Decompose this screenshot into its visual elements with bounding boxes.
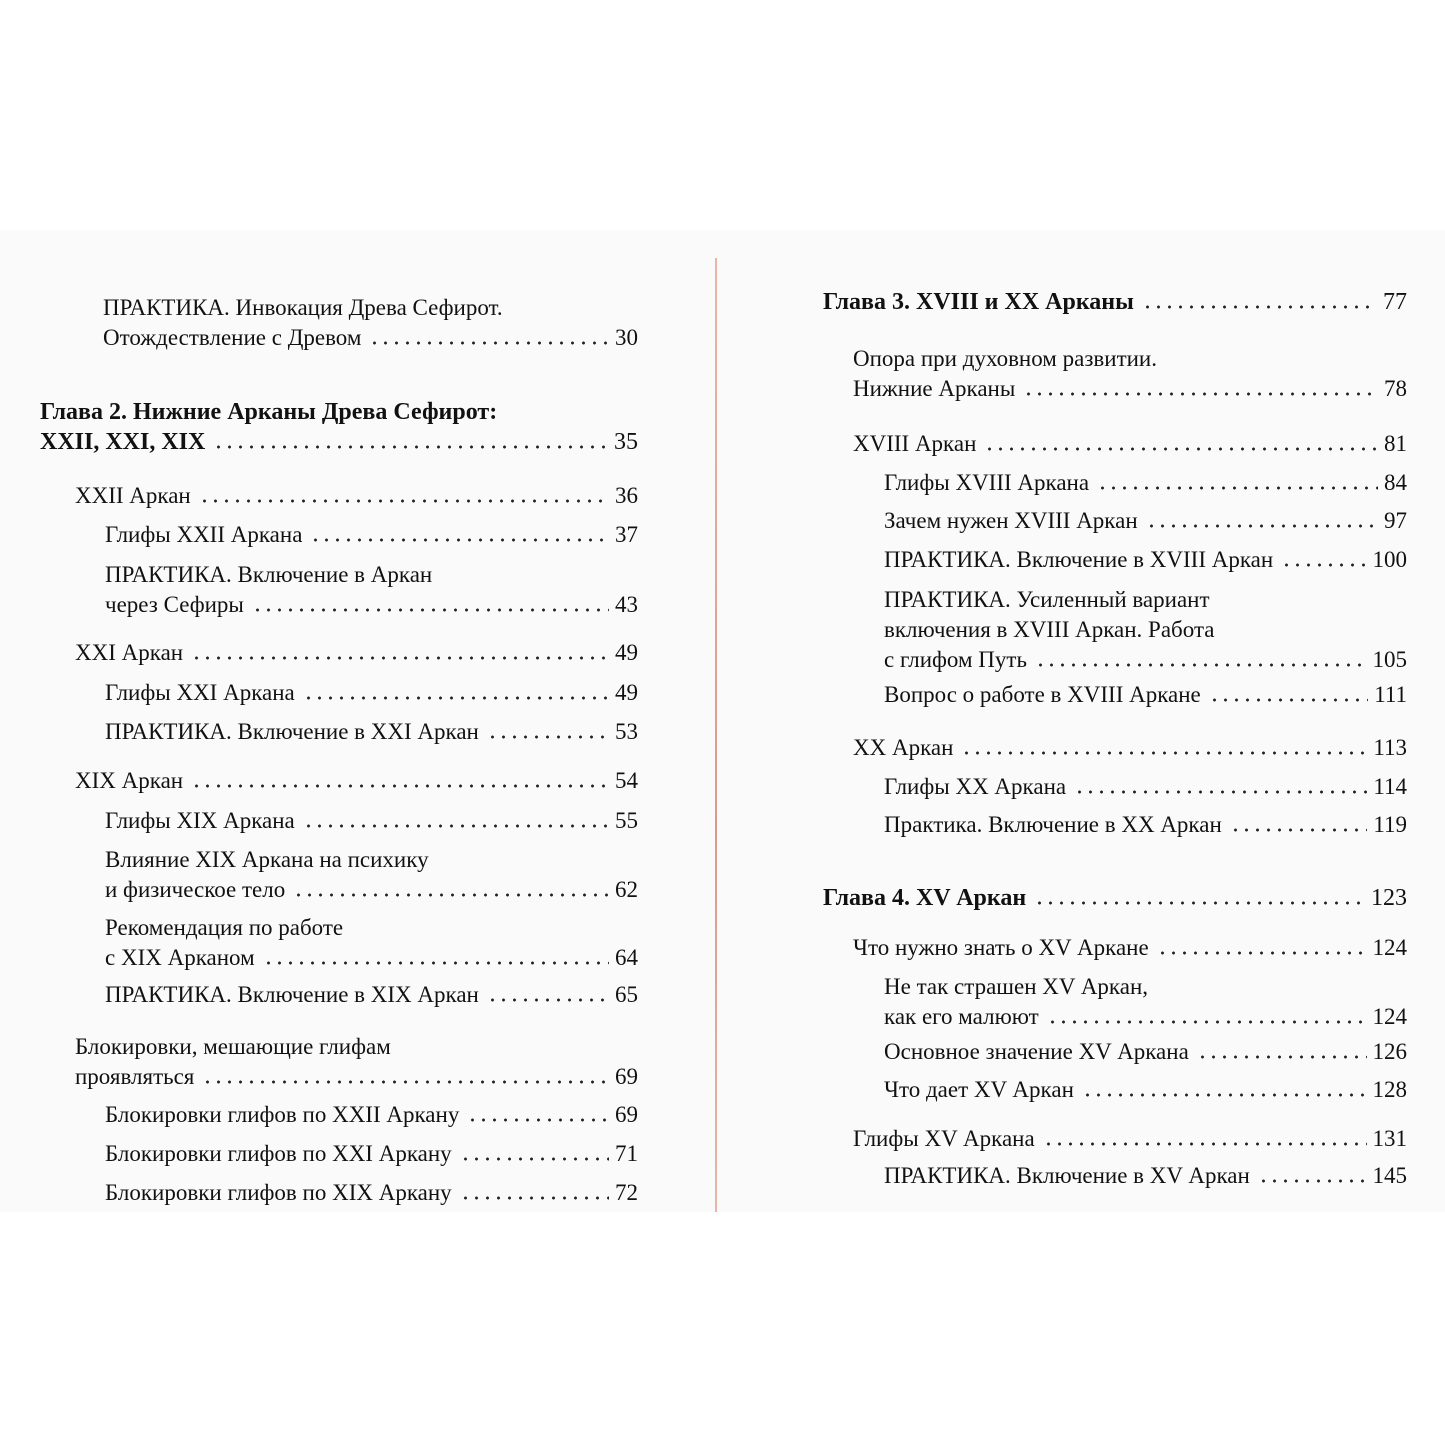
- dot-leader: [1197, 1039, 1367, 1059]
- entry-title: Что нужно знать о XV Аркане: [853, 935, 1149, 960]
- toc-entry[interactable]: [884, 772, 1407, 802]
- entry-title-line: с XIX Арканом: [105, 945, 255, 970]
- page-number: 131: [1372, 1126, 1407, 1151]
- entry-title: XVIII Аркан: [853, 431, 977, 456]
- page-number: 36: [615, 483, 638, 508]
- dot-leader: [1034, 885, 1365, 905]
- dot-leader: [961, 735, 1367, 755]
- chapter-title: Глава 3. XVIII и XX Арканы: [823, 289, 1134, 315]
- entry-title: Блокировки глифов по XXI Аркану: [105, 1141, 452, 1166]
- page-number: 84: [1384, 470, 1407, 495]
- page-number: 128: [1372, 1077, 1407, 1102]
- entry-title-line: Блокировки, мешающие глифам: [75, 1034, 391, 1059]
- page-number: 111: [1374, 682, 1407, 707]
- entry-title: Блокировки глифов по XXII Аркану: [105, 1102, 460, 1127]
- entry-title: XX Аркан: [853, 735, 954, 760]
- entry-title-line: ПРАКТИКА. Инвокация Древа Сефирот.: [103, 295, 503, 320]
- entry-title: Блокировки глифов по XIX Аркану: [105, 1180, 452, 1205]
- page-number: 53: [615, 719, 638, 744]
- toc-entry[interactable]: [853, 733, 1407, 763]
- page-number: 119: [1373, 812, 1407, 837]
- entry-title-line: Рекомендация по работе: [105, 915, 344, 940]
- toc-entry[interactable]: [853, 429, 1407, 459]
- page-number: 145: [1372, 1163, 1407, 1188]
- page-number: 69: [615, 1102, 638, 1127]
- page-number: 100: [1372, 547, 1407, 572]
- chapter-title-line: XXII, XXI, XIX: [40, 429, 206, 455]
- dot-leader: [1097, 470, 1378, 490]
- page-number: 37: [615, 522, 638, 547]
- toc-entry[interactable]: [884, 585, 1407, 675]
- entry-title: ПРАКТИКА. Включение в XV Аркан: [884, 1163, 1250, 1188]
- toc-entry[interactable]: [884, 1037, 1407, 1067]
- page-number: 43: [615, 592, 638, 617]
- entry-title-line: Нижние Арканы: [853, 376, 1016, 401]
- dot-leader: [1157, 935, 1367, 955]
- toc-entry[interactable]: [884, 810, 1407, 840]
- page-number: 49: [615, 640, 638, 665]
- entry-title: Основное значение XV Аркана: [884, 1039, 1189, 1064]
- chapter-title-line: Глава 2. Нижние Арканы Древа Сефирот:: [40, 399, 498, 425]
- entry-title: XXI Аркан: [75, 640, 184, 665]
- dot-leader: [1043, 1126, 1367, 1146]
- entry-title: Практика. Включение в XX Аркан: [884, 812, 1222, 837]
- page-number: 81: [1384, 431, 1407, 456]
- entry-title: Вопрос о работе в XVIII Аркане: [884, 682, 1201, 707]
- entry-title-line: Опора при духовном развитии.: [853, 346, 1157, 371]
- entry-title: Глифы XIX Аркана: [105, 808, 295, 833]
- page-number: 54: [615, 768, 638, 793]
- dot-leader: [1230, 812, 1368, 832]
- entry-title-line: и физическое тело: [105, 877, 286, 902]
- page-number: 105: [1372, 647, 1407, 672]
- page-number: 113: [1373, 735, 1407, 760]
- page-number: 35: [614, 429, 638, 455]
- entry-title: Глифы XXI Аркана: [105, 680, 295, 705]
- page-number: 30: [615, 325, 638, 350]
- toc-entry[interactable]: [853, 1124, 1407, 1154]
- page-number: 64: [615, 945, 638, 970]
- toc-entry[interactable]: [884, 468, 1407, 498]
- entry-title: Зачем нужен XVIII Аркан: [884, 508, 1138, 533]
- page-number: 97: [1384, 508, 1407, 533]
- page-number: 126: [1372, 1039, 1407, 1064]
- dot-leader: [1023, 376, 1378, 396]
- page-number: 49: [615, 680, 638, 705]
- entry-title-line: Не так страшен XV Аркан,: [884, 974, 1149, 999]
- toc-entry[interactable]: [884, 545, 1407, 575]
- dot-leader: [1146, 508, 1378, 528]
- entry-title-line: с глифом Путь: [884, 647, 1027, 672]
- toc-entry[interactable]: [884, 972, 1407, 1032]
- chapter-entry[interactable]: [823, 287, 1407, 317]
- toc-entry[interactable]: [884, 1161, 1407, 1191]
- page-number: 72: [615, 1180, 638, 1205]
- dot-leader: [1209, 682, 1368, 702]
- page-number: 123: [1371, 885, 1407, 911]
- page-number: 69: [615, 1064, 638, 1089]
- entry-title-line: Отождествление с Древом: [103, 325, 362, 350]
- entry-title-line: включения в XVIII Аркан. Работа: [884, 617, 1215, 642]
- page-number: 124: [1372, 935, 1407, 960]
- dot-leader: [1074, 774, 1367, 794]
- entry-title: Глифы XX Аркана: [884, 774, 1067, 799]
- entry-title-line: ПРАКТИКА. Усиленный вариант: [884, 587, 1210, 612]
- toc-entry[interactable]: [853, 344, 1407, 404]
- entry-title-line: как его малюют: [884, 1004, 1039, 1029]
- chapter-entry[interactable]: [823, 883, 1407, 913]
- entry-title-line: через Сефиры: [105, 592, 244, 617]
- entry-title: Глифы XXII Аркана: [105, 522, 303, 547]
- entry-title: XIX Аркан: [75, 768, 184, 793]
- entry-title: ПРАКТИКА. Включение в XXI Аркан: [105, 719, 479, 744]
- entry-title-line: ПРАКТИКА. Включение в Аркан: [105, 562, 433, 587]
- dot-leader: [1035, 647, 1367, 667]
- page-number: 78: [1384, 376, 1407, 401]
- dot-leader: [1047, 1004, 1367, 1024]
- entry-title: ПРАКТИКА. Включение в XIX Аркан: [105, 982, 479, 1007]
- entry-title-line: Влияние XIX Аркана на психику: [105, 847, 429, 872]
- entry-title: Что дает XV Аркан: [884, 1077, 1074, 1102]
- toc-entry[interactable]: [884, 506, 1407, 536]
- dot-leader: [1281, 547, 1366, 567]
- toc-entry[interactable]: [884, 1075, 1407, 1105]
- entry-title: Глифы XVIII Аркана: [884, 470, 1090, 495]
- toc-entry[interactable]: [884, 680, 1407, 710]
- page-number: 77: [1383, 289, 1407, 315]
- page-number: 71: [615, 1141, 638, 1166]
- page-number: 114: [1373, 774, 1407, 799]
- entry-title-line: проявляться: [75, 1064, 195, 1089]
- dot-leader: [984, 431, 1378, 451]
- dot-leader: [1258, 1163, 1367, 1183]
- entry-title: XXII Аркан: [75, 483, 191, 508]
- page-number: 65: [615, 982, 638, 1007]
- page-number: 124: [1372, 1004, 1407, 1029]
- toc-entry[interactable]: [853, 933, 1407, 963]
- chapter-title: Глава 4. XV Аркан: [823, 885, 1027, 911]
- dot-leader: [1142, 289, 1377, 309]
- page-number: 55: [615, 808, 638, 833]
- entry-title: Глифы XV Аркана: [853, 1126, 1035, 1151]
- dot-leader: [1082, 1077, 1367, 1097]
- entry-title: ПРАКТИКА. Включение в XVIII Аркан: [884, 547, 1274, 572]
- page-number: 62: [615, 877, 638, 902]
